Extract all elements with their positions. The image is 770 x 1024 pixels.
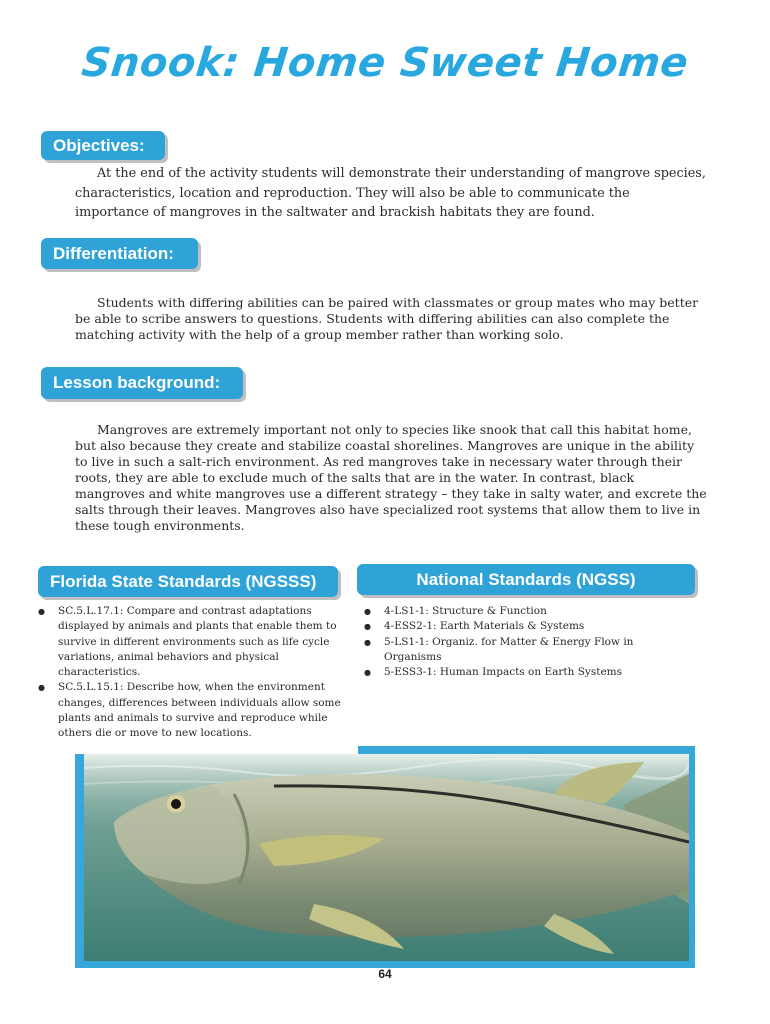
snook-fish-illustration (84, 754, 689, 961)
florida-standards-heading-label: Florida State Standards (NGSSS) (50, 571, 317, 591)
differentiation-heading-label: Differentiation: (53, 243, 174, 263)
page-number: 64 (378, 967, 392, 981)
list-item: ● 4-LS1-1: Structure & Function (364, 604, 694, 619)
list-item: ● 4-ESS2-1: Earth Materials & Systems (364, 619, 694, 634)
differentiation-text: Students with differing abilities can be paired with classmates or group mates who may better be able to scribe answers to questions. Students with differing abilities can also complete the matching activity with the help of a group member rather than working solo. (75, 295, 699, 342)
national-standards-heading-label: National Standards (NGSS) (416, 569, 636, 589)
national-standards-heading (357, 564, 695, 595)
lesson-background-heading (41, 367, 243, 399)
list-item: ● SC.5.L.17.1: Compare and contrast adaptations displayed by animals and plants that enable them to survive in different environments such as life cycle variations, animal behaviors and physical characteristics. (38, 604, 343, 680)
florida-standards-list (38, 604, 343, 742)
list-item: ● SC.5.L.15.1: Describe how, when the environment changes, differences between individuals allow some plants and animals to survive and reproduce while others die or move to new locations. (38, 680, 343, 741)
objectives-heading-label: Objectives: (53, 135, 145, 155)
list-item: ● 5-LS1-1: Organiz. for Matter & Energy Flow in Organisms (364, 635, 694, 666)
objectives-text: At the end of the activity students will demonstrate their understanding of mangrove species, characteristics, location and reproduction. They will also be able to communicate the importance of mangroves in the saltwater and brackish habitats they are found. (75, 166, 706, 220)
snook-photo (84, 754, 689, 961)
lesson-background-heading-label: Lesson background: (53, 373, 221, 392)
lesson-background-text: Mangroves are extremely important not only to species like snook that call this habitat home, but also because they create and stabilize coastal shorelines. Mangroves are unique in the ability to live in such a salt-rich environment. As red mangroves take in necessary water through their roots, they are able to exclude much of the salts that are in the water. In contrast, black mangroves and white mangroves use a different strategy – they take in salty water, and excrete the salts through their leaves. Mangroves also have specialized root systems that allow them to live in these tough environments. (75, 422, 707, 533)
differentiation-heading (41, 238, 198, 269)
objectives-heading (41, 131, 165, 160)
page-title: Snook: Home Sweet Home (79, 40, 691, 86)
national-standards-list (364, 604, 694, 680)
list-item: ● 5-ESS3-1: Human Impacts on Earth Systems (364, 665, 694, 680)
florida-standards-heading (38, 566, 338, 597)
